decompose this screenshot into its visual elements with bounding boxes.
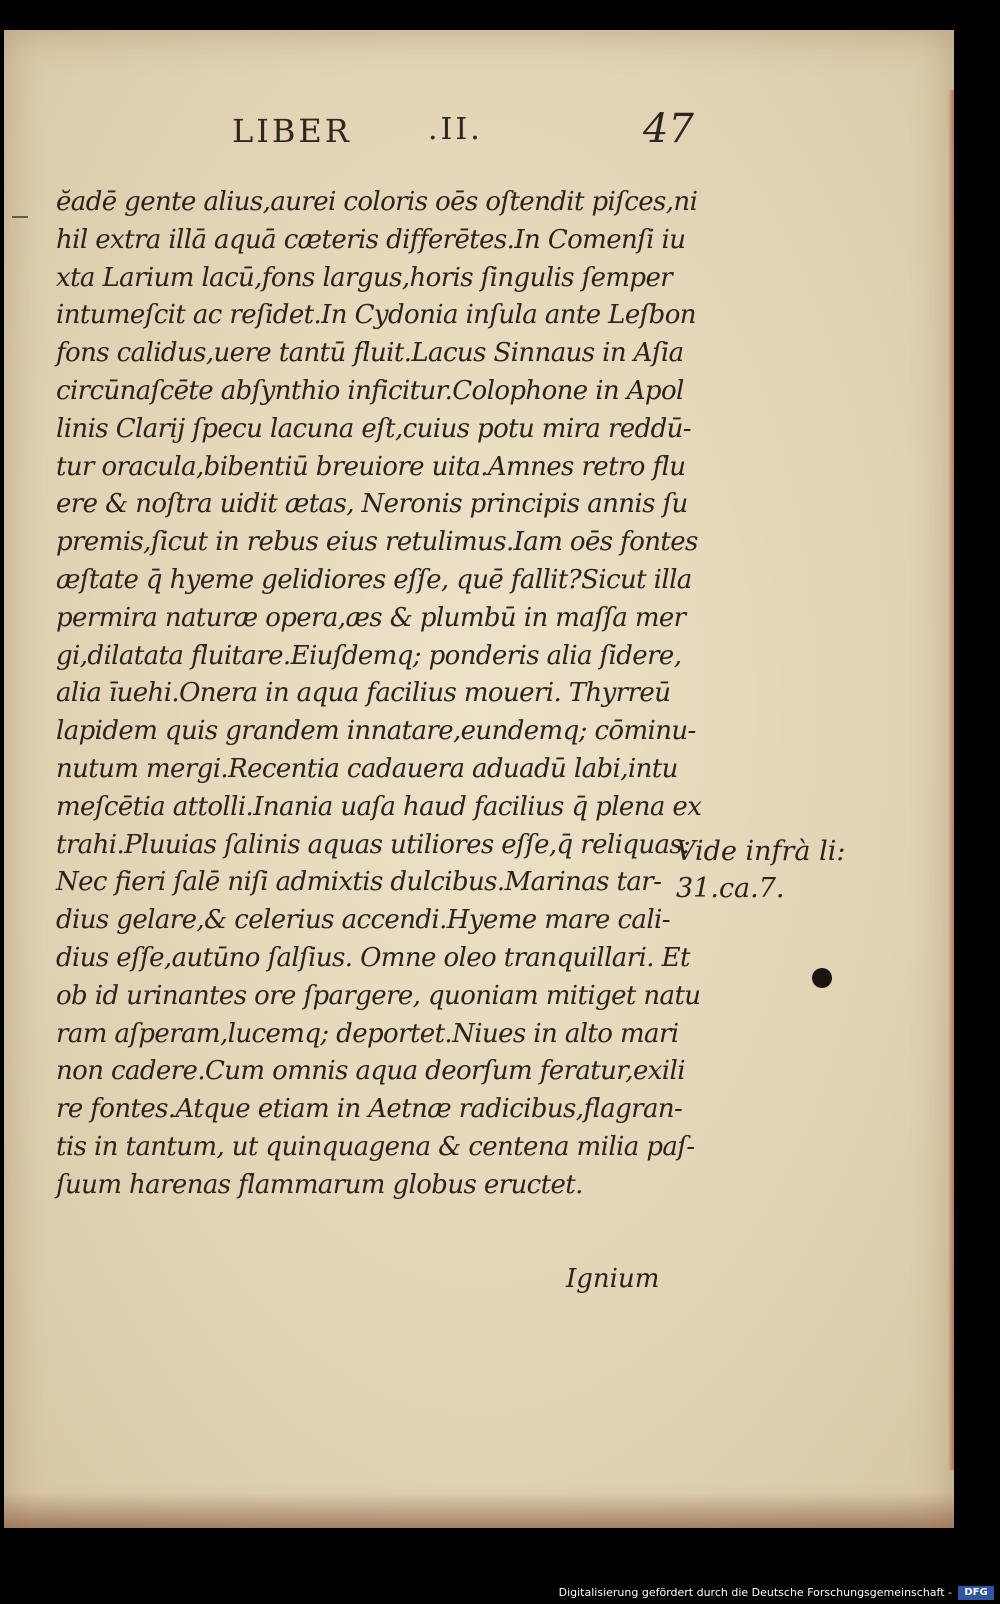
text-line: tur oracula,bibentiū breuiore uita.Amnes retro flu — [56, 451, 686, 482]
text-line: meſcētia attolli.Inania uaſa haud facilius q̄ plena ex — [56, 791, 702, 822]
margin-note-reference-chapter: 31.ca.7. — [676, 873, 785, 904]
text-line: ĕadē gente alius,aurei coloris oēs oſtendit piſces,ni — [56, 187, 698, 217]
margin-dash-mark — [12, 216, 28, 218]
text-line: tis in tantum, ut quinquagena & centena milia paſ- — [56, 1131, 695, 1162]
ink-dot-mark — [812, 968, 832, 988]
text-line: æſtate q̄ hyeme gelidiores eſſe, quē fallit?Sicut illa — [56, 564, 692, 595]
text-line: linis Clarij ſpecu lacuna eſt,cuius potu mira reddū- — [56, 413, 691, 444]
text-line: lapidem quis grandem innatare,eundemq; cōminu- — [56, 716, 696, 747]
margin-note-reference: Vide infrà li: — [676, 836, 846, 867]
page-edge-red-shading — [948, 90, 954, 1470]
dfg-logo[interactable]: DFG — [958, 1586, 994, 1600]
running-head-book-number: .II. — [428, 112, 483, 147]
funding-credit-text: Digitalisierung gefördert durch die Deutsche Forschungsgemeinschaft - — [558, 1586, 952, 1599]
text-line: ere & noſtra uidit ætas, Neronis principis annis ſu — [56, 489, 688, 520]
catchword: Ignium — [566, 1264, 660, 1294]
text-line: ſuum harenas flammarum globus eructet. — [56, 1169, 583, 1200]
text-line: xta Larium lacū,fons largus,horis ſingulis ſemper — [56, 262, 673, 293]
text-line: gi,dilatata fluitare.Eiuſdemq; ponderis alia ſidere, — [56, 640, 682, 671]
text-line: ob id urinantes ore ſpargere, quoniam mitiget natu — [56, 980, 701, 1011]
text-line: alia īuehi.Onera in aqua facilius moueri. Thyrreū — [56, 678, 671, 709]
text-line: dius eſſe,autūno ſalſius. Omne oleo tranquillari. Et — [56, 942, 690, 973]
text-line: trahi.Pluuias ſalinis aquas utiliores eſſe,q̄ reliquas: — [56, 829, 691, 860]
text-line: Nec fieri ſalē niſi admixtis dulcibus.Marinas tar- — [56, 867, 662, 898]
text-line: dius gelare,& celerius accendi.Hyeme mare cali- — [56, 905, 670, 936]
text-line: nutum mergi.Recentia cadauera aduadū labi,intu — [56, 753, 678, 784]
text-line: permira naturæ opera,æs & plumbū in maſſa mer — [56, 602, 686, 633]
text-line: intumeſcit ac reſidet.In Cydonia inſula ante Leſbon — [56, 300, 696, 331]
text-line: circūnaſcēte abſynthio inficitur.Colophone in Apol — [56, 375, 684, 406]
body-text-block — [56, 184, 702, 1205]
text-line: hil extra illā aquā cæteris differētes.In Comenſi iu — [56, 224, 686, 255]
folio-number: 47 — [643, 106, 694, 152]
digitization-footer — [0, 1584, 1000, 1604]
text-line: fons calidus,uere tantū fluit.Lacus Sinnaus in Aſia — [56, 338, 684, 369]
text-line: ram aſperam,lucemq; deportet.Niues in alto mari — [56, 1018, 679, 1049]
running-head-title: LIBER — [232, 112, 352, 150]
text-line: premis,ſicut in rebus eius retulimus.Iam oēs fontes — [56, 527, 698, 558]
text-line: non cadere.Cum omnis aqua deorſum feratur,exili — [56, 1056, 685, 1087]
page-bottom-shadow — [4, 1492, 954, 1528]
text-line: re fontes.Atque etiam in Aetnæ radicibus,flagran- — [56, 1094, 683, 1125]
